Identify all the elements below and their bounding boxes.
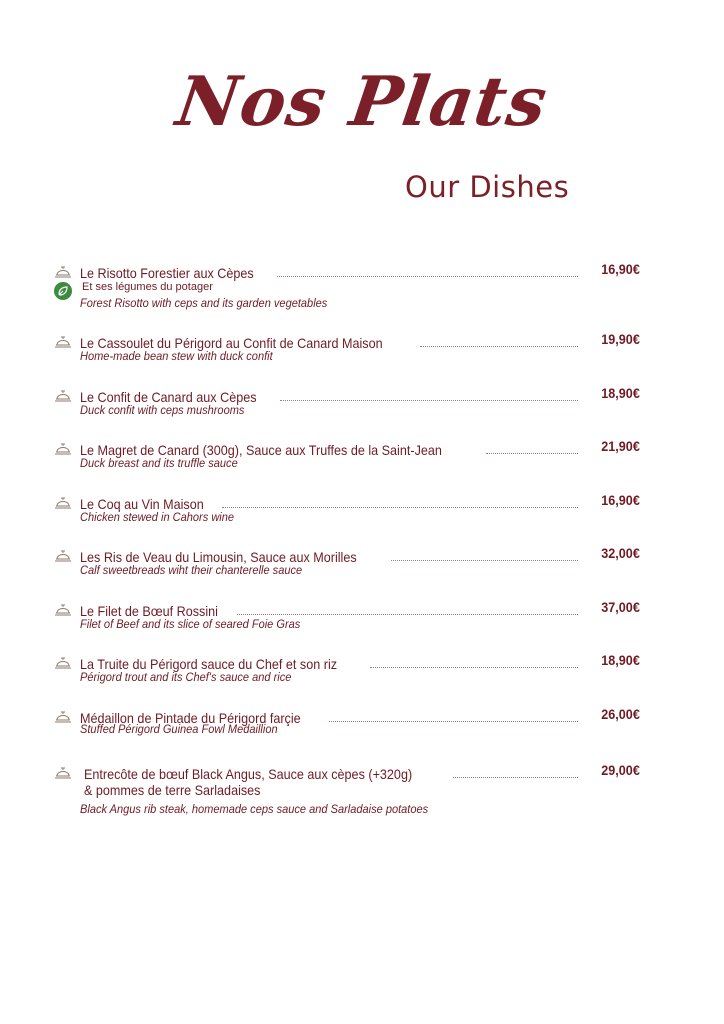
item-name-line2: & pommes de terre Sarladaises (84, 782, 261, 798)
item-description: Calf sweetbreads wiht their chanterelle sauce (80, 563, 303, 577)
item-name: Le Risotto Forestier aux Cèpes (80, 265, 254, 281)
leader-dots (329, 720, 578, 722)
cloche-serving-dish-icon (54, 545, 72, 563)
item-name: Médaillon de Pintade du Périgord farçie (80, 710, 301, 726)
item-name: Les Ris de Veau du Limousin, Sauce aux Morilles (80, 549, 357, 565)
item-name: La Truite du Périgord sauce du Chef et son riz (80, 656, 338, 672)
cloche-serving-dish-icon (54, 438, 72, 456)
item-description: Duck breast and its truffle sauce (80, 456, 238, 470)
item-price: 21,90€ (601, 438, 640, 454)
leader-dots (280, 399, 578, 401)
leader-dots (222, 506, 579, 508)
cloche-serving-dish-icon (54, 652, 72, 670)
item-name: Le Coq au Vin Maison (80, 496, 204, 512)
cloche-serving-dish-icon (54, 492, 72, 510)
cloche-serving-dish-icon (54, 599, 72, 617)
item-subname: Et ses légumes du potager (82, 281, 213, 293)
item-price: 29,00€ (601, 762, 640, 778)
item-description: Forest Risotto with ceps and its garden vegetables (80, 296, 328, 310)
item-name: Le Filet de Bœuf Rossini (80, 603, 218, 619)
item-price: 16,90€ (601, 261, 640, 277)
item-price: 18,90€ (601, 652, 640, 668)
item-name: Le Confit de Canard aux Cèpes (80, 389, 257, 405)
item-price: 37,00€ (601, 599, 640, 615)
item-price: 26,00€ (601, 706, 640, 722)
cloche-serving-dish-icon (54, 385, 72, 403)
item-price: 19,90€ (601, 331, 640, 347)
item-price: 32,00€ (601, 545, 640, 561)
leader-dots (420, 345, 578, 347)
item-name: Le Magret de Canard (300g), Sauce aux Truffes de la Saint-Jean (80, 442, 442, 458)
item-description: Chicken stewed in Cahors wine (80, 510, 235, 524)
cloche-serving-dish-icon (54, 706, 72, 724)
item-description: Duck confit with ceps mushrooms (80, 403, 245, 417)
page-title: Nos Plats (171, 62, 553, 142)
item-description: Filet of Beef and its slice of seared Foie Gras (80, 617, 301, 631)
item-description: Périgord trout and its Chef's sauce and rice (80, 670, 292, 684)
leader-dots (370, 666, 578, 668)
item-name: Le Cassoulet du Périgord au Confit de Canard Maison (80, 335, 383, 351)
item-price: 18,90€ (601, 385, 640, 401)
leader-dots (486, 452, 578, 454)
item-description: Black Angus rib steak, homemade ceps sauce and Sarladaise potatoes (80, 802, 429, 816)
item-price: 16,90€ (601, 492, 640, 508)
leader-dots (391, 559, 578, 561)
cloche-serving-dish-icon (54, 331, 72, 349)
leader-dots (453, 776, 578, 778)
cloche-serving-dish-icon (54, 762, 72, 780)
leader-dots (237, 613, 578, 615)
page-subtitle: Our Dishes (405, 170, 570, 204)
cloche-serving-dish-icon (54, 261, 72, 279)
item-name: Entrecôte de bœuf Black Angus, Sauce aux cèpes (+320g) (84, 766, 413, 782)
leaf-vegetarian-icon (54, 282, 72, 300)
leader-dots (277, 275, 578, 277)
item-description: Stuffed Périgord Guinea Fowl Medaillion (80, 722, 278, 736)
item-description: Home-made bean stew with duck confit (80, 349, 273, 363)
